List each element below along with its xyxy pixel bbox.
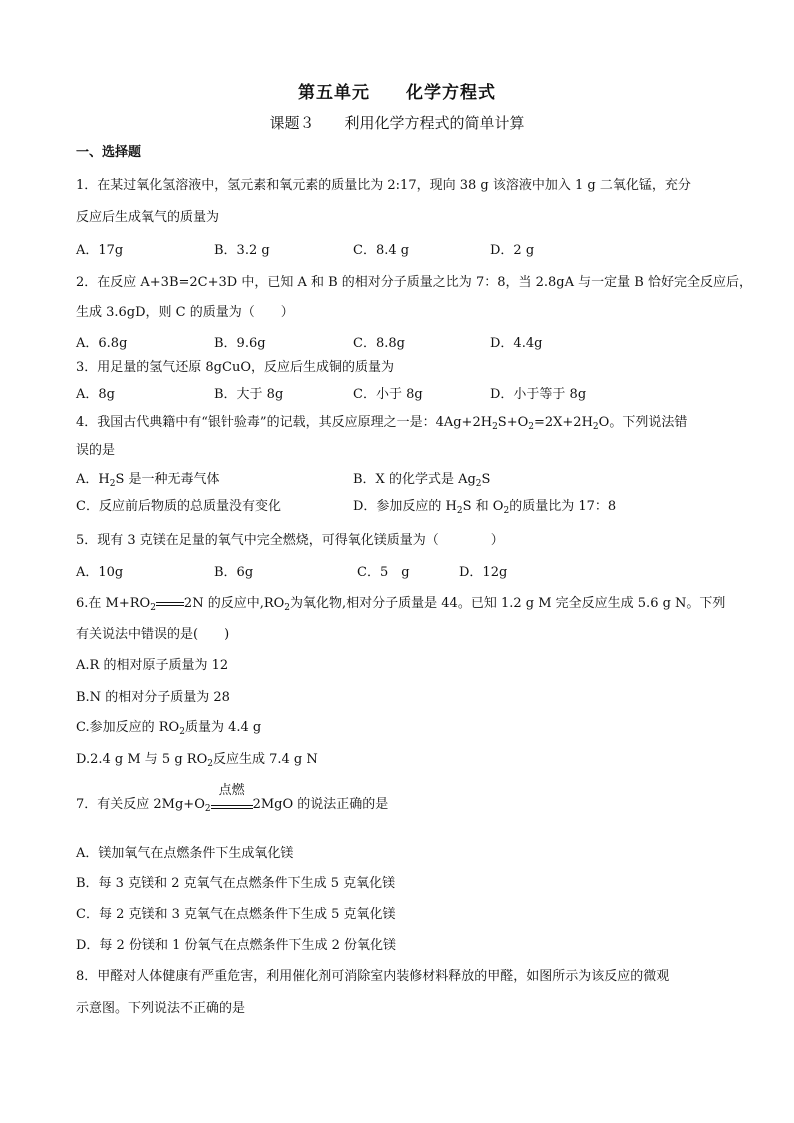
question-1-text: 1．在某过氧化氢溶液中，氢元素和氧元素的质量比为 2:17，现向 38 g 该溶液中加入 1 g 二氧化锰，充分 [76,178,691,193]
question-3-option-b: B．大于 8g [214,387,284,402]
question-6-text: 6.在 $M+RO_2$ 2N 的反应中$,RO_2$为氧化物,相对分子质量是 44。已知 1.2 g M 完全反应生成 5.6 g N。下列 [76,596,726,613]
question-1-option-b: B．3.2 g [214,243,270,258]
question-4-text-cont: 误的是 [76,443,116,458]
page-title: 第五单元 化学方程式 [298,83,496,103]
question-3-option-a: A．8g [76,387,115,402]
question-4-option-a: A．$H_2S$ 是一种无毒气体 [76,472,220,489]
question-2-option-c: C．8.8g [353,336,405,351]
question-4-text [76,415,687,431]
question-2-option-b: B．9.6g [214,336,266,351]
question-4-option-b: B．X 的化学式是 $Ag_2S$ [353,472,491,489]
question-2-option-d: D．4.4g [490,336,543,351]
section-heading: 一、选择题 [76,145,142,160]
question-6-option-c: C.参加反应的 $RO_2$质量为 4.4 g [76,720,262,737]
question-7-option-c: C．每 2 克镁和 3 克氧气在点燃条件下生成 5 克氧化镁 [76,907,396,922]
question-4-tail: 。下列说法错 [609,415,688,430]
reaction-condition-arrow [211,783,253,813]
question-3-option-c: C．小于 8g [353,387,423,402]
question-7-option-a: A．镁加氧气在点燃条件下生成氧化镁 [76,846,294,861]
question-1-option-d: D．2 g [490,243,535,258]
question-3-option-d: D．小于等于 8g [490,387,587,402]
question-5-text: 5．现有 3 克镁在足量的氧气中完全燃烧，可得氧化镁质量为（ ） [76,533,504,548]
reaction-condition-label: 点燃 [218,783,245,798]
question-2-text-cont: 生成 3.6gD，则 C 的质量为（ ） [76,305,294,320]
question-5-option-a: A．10g [76,565,124,580]
question-5-option-d: D．12g [459,565,508,580]
question-4-option-c: C．反应前后物质的总质量没有变化 [76,499,281,514]
question-1-option-c: C．8.4 g [353,243,410,258]
question-5-option-b: B．6g [214,565,254,580]
question-8-text: 8．甲醛对人体健康有严重危害，利用催化剂可消除室内装修材料释放的甲醛，如图所示为该反应的微观 [76,969,670,984]
question-6-option-b: B.N 的相对分子质量为 28 [76,690,230,705]
question-7-option-d: D．每 2 份镁和 1 份氧气在点燃条件下生成 2 份氧化镁 [76,938,397,953]
question-1-text-cont: 反应后生成氧气的质量为 [76,210,220,225]
reaction-equation: $4Ag+2H_2S+O_2=2X+2H_2O$ [435,415,610,432]
question-2-text: 2．在反应 A+3B=2C+3D 中，已知 A 和 B 的相对分子质量之比为 7：8，当 2.8gA 与一定量 B 恰好完全反应后， [76,275,752,290]
question-6-option-d: D.2.4 g M 与 5 g $RO_2$反应生成 7.4 g N [76,752,318,769]
question-6-option-a: A.R 的相对原子质量为 12 [76,658,229,673]
question-3-text: 3．用足量的氢气还原 8gCuO，反应后生成铜的质量为 [76,360,394,375]
question-7-text: 7．有关反应 $2Mg+O_2$ 点燃 2MgO 的说法正确的是 [76,783,389,814]
question-2-option-a: A．6.8g [76,336,128,351]
question-5-option-c: C．5 g [357,565,410,580]
page-subtitle: 课题３ 利用化学方程式的简单计算 [269,114,525,132]
question-4-intro: 4．我国古代典籍中有“银针验毒”的记载，其反应原理之一是： [76,415,436,430]
equals-sign [156,600,184,608]
question-4-option-d: D．参加反应的 $H_2S$ 和 $O_2$的质量比为 17：8 [353,499,617,516]
question-8-text-cont: 示意图。下列说法不正确的是 [76,1001,246,1016]
question-1-option-a: A．17g [76,243,124,258]
question-7-option-b: B．每 3 克镁和 2 克氧气在点燃条件下生成 5 克氧化镁 [76,876,396,891]
question-6-text-cont: 有关说法中错误的是( ) [76,627,230,642]
